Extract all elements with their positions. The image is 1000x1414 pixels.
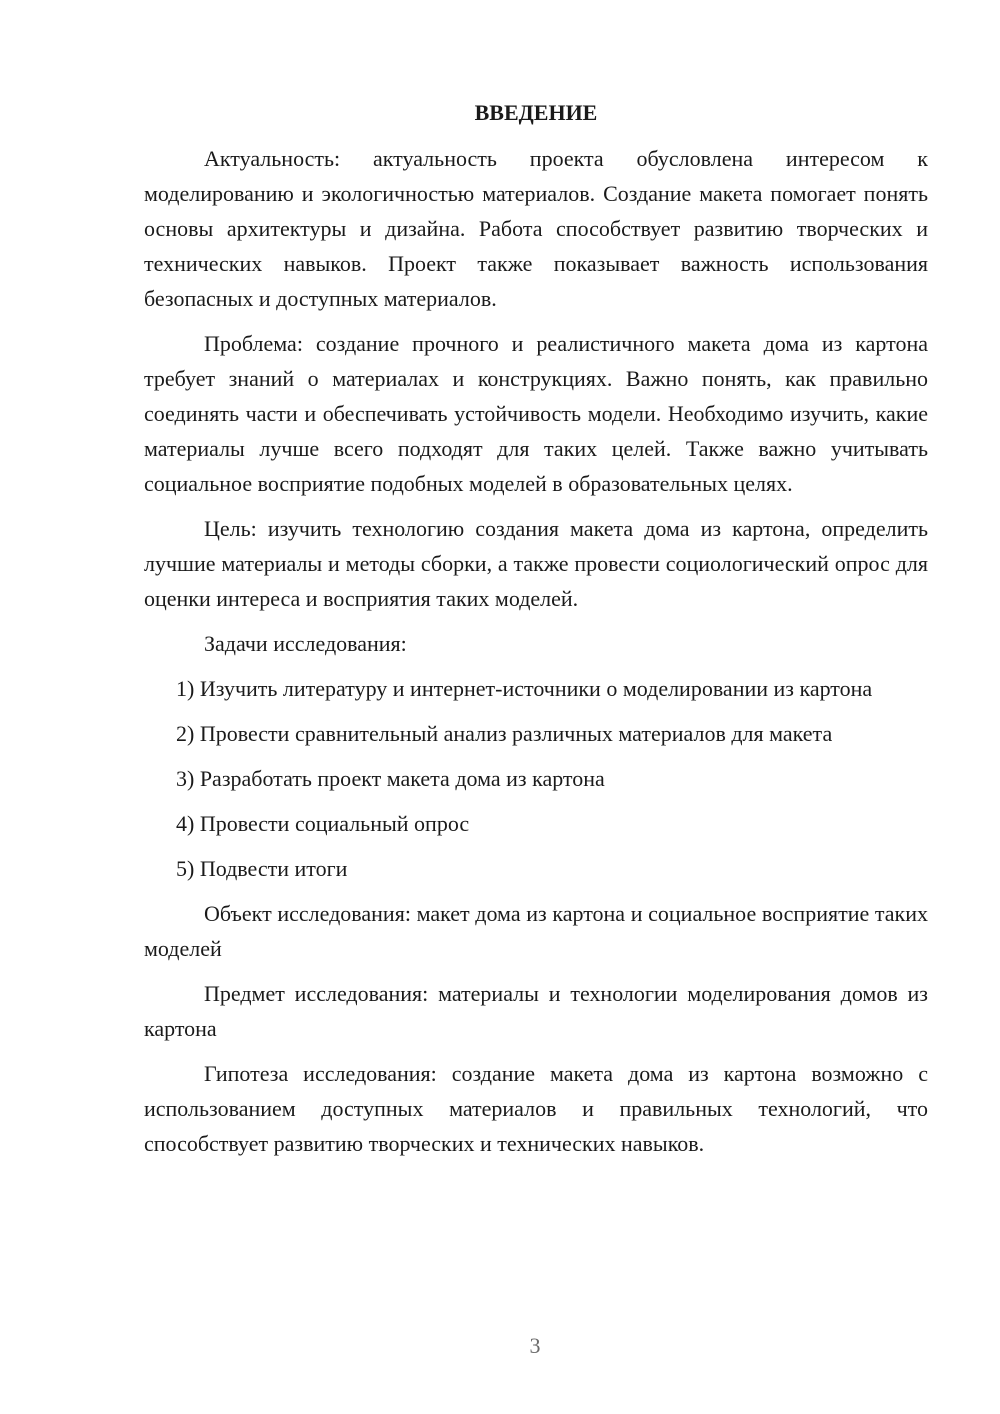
task-item-5: 5) Подвести итоги	[176, 856, 348, 881]
task-item-2: 2) Провести сравнительный анализ различных материалов для макета	[176, 721, 833, 746]
paragraph-relevance: Актуальность: актуальность проекта обусловлена интересом к моделированию и экологичностью материалов. Создание макета помогает понять основы архитектуры и дизайна. Работа способствует развитию творческих и технических навыков. Проект также показывает важность использования безопасных и доступных материалов.	[144, 146, 928, 311]
task-item-1: 1) Изучить литературу и интернет-источники о моделировании из картона	[176, 676, 873, 701]
task-item-4: 4) Провести социальный опрос	[176, 811, 470, 836]
task-item-3: 3) Разработать проект макета дома из картона	[176, 766, 605, 791]
paragraph-hypothesis: Гипотеза исследования: создание макета дома из картона возможно с использованием доступных материалов и правильных технологий, что способствует развитию творческих и технических навыков.	[144, 1061, 928, 1156]
section-heading: ВВЕДЕНИЕ	[474, 100, 598, 125]
paragraph-problem: Проблема: создание прочного и реалистичного макета дома из картона требует знаний о материалах и конструкциях. Важно понять, как правильно соединять части и обеспечивать устойчивость модели. Необходимо изучить, какие материалы лучше всего подходят для таких целей. Также важно учитывать социальное восприятие подобных моделей в образовательных целях.	[144, 331, 928, 496]
document-page	[144, 95, 928, 1161]
paragraph-object: Объект исследования: макет дома из картона и социальное восприятие таких моделей	[144, 901, 928, 961]
paragraph-subject: Предмет исследования: материалы и технологии моделирования домов из картона	[144, 981, 928, 1041]
tasks-title: Задачи исследования:	[204, 631, 407, 656]
page-number: 3	[529, 1333, 541, 1358]
paragraph-goal: Цель: изучить технологию создания макета дома из картона, определить лучшие материалы и методы сборки, а также провести социологический опрос для оценки интереса и восприятия таких моделей.	[144, 516, 928, 611]
